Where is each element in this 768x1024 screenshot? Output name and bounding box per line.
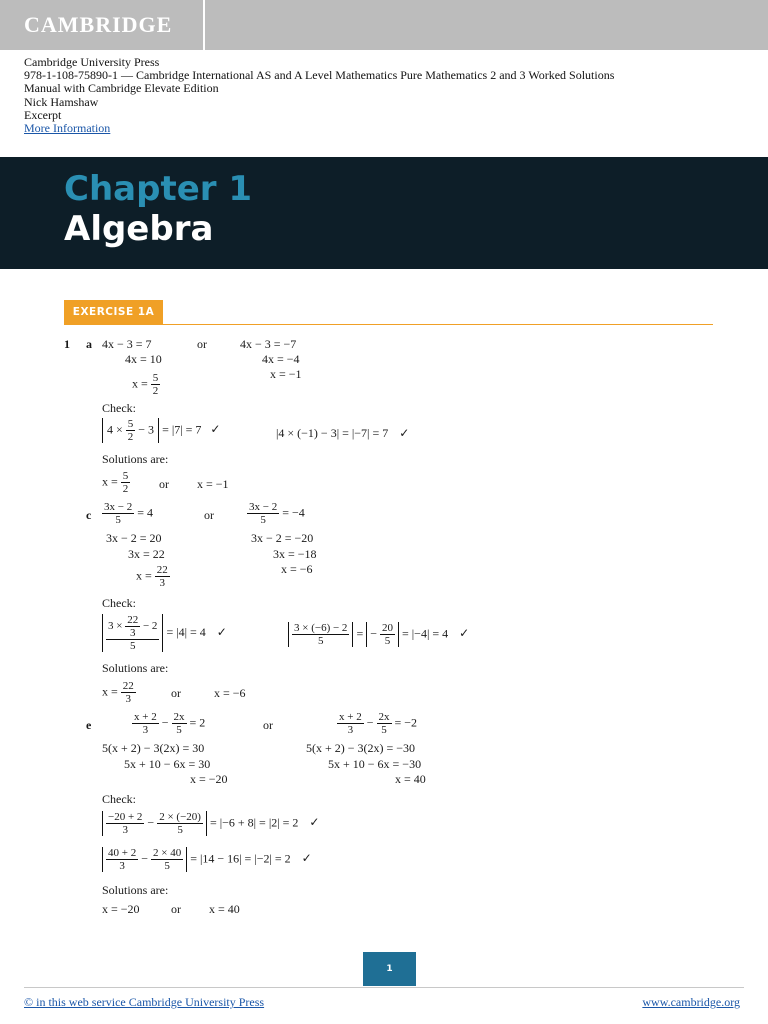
eq-e-r3: 5x + 10 − 6x = −30	[328, 757, 422, 771]
part-label-c: c	[86, 508, 92, 522]
header-divider	[203, 0, 205, 50]
book-metadata	[24, 56, 614, 135]
eq-c-r3: 3x = −18	[273, 547, 317, 561]
check-icon: ✓	[210, 422, 221, 437]
part-label-e: e	[86, 718, 92, 732]
eq-e-r4: x = 40	[395, 772, 426, 786]
eq-a-l3: x = $\frac{5}{2}$	[132, 372, 159, 397]
isbn-title: 978-1-108-75890-1 — Cambridge International AS and A Level Mathematics Pure Mathematics 2 and 3 Worked Solutions	[24, 68, 615, 83]
eq-a-l1: 4x − 3 = 7	[102, 337, 152, 351]
footer-rule	[24, 987, 744, 988]
eq-c-l1: $\frac{3x - 2}{5}$ = 4	[104, 501, 153, 526]
solution-a-2: x = −1	[197, 477, 229, 491]
exercise-rule	[64, 324, 713, 325]
solution-e-2: x = 40	[209, 902, 240, 916]
edition: Manual with Cambridge Elevate Edition	[24, 81, 219, 96]
check-icon: ✓	[309, 815, 320, 830]
check-e-2: $\frac{40 + 2}{3}$ − $\frac{2 \times 40}{5}$ = |14 − 16| = |−2| = 2 ✓	[102, 847, 312, 872]
check-icon: ✓	[216, 624, 227, 639]
check-a-2: |4 × (−1) − 3| = |−7| = 7 ✓	[276, 426, 410, 440]
copyright-link[interactable]: © in this web service Cambridge University Press	[24, 995, 265, 1009]
solutions-label: Solutions are:	[102, 452, 169, 466]
eq-c-l2: 3x − 2 = 20	[106, 531, 162, 545]
question-number: 1	[64, 337, 70, 351]
part-label-a: a	[86, 337, 92, 351]
check-icon: ✓	[399, 426, 410, 440]
solution-c-1: x = $\frac{22}{3}$	[102, 680, 134, 705]
check-a-1: 4 × $\frac{5}{2}$ − 3 = |7| = 7 ✓	[102, 418, 220, 443]
check-icon: ✓	[301, 851, 312, 866]
solutions-label: Solutions are:	[102, 661, 169, 675]
check-c-1: 3 × $\frac{22}{3}$ − 2 5 = |4| = 4 ✓	[102, 614, 227, 652]
solutions-label: Solutions are:	[102, 883, 169, 897]
or-text: or	[159, 477, 169, 491]
cambridge-logo: CAMBRIDGE	[24, 12, 173, 37]
chapter-banner	[0, 157, 768, 269]
exercise-tab: EXERCISE 1A	[64, 300, 163, 324]
eq-e-l2: 5(x + 2) − 3(2x) = 30	[102, 741, 205, 755]
header-bar	[0, 0, 768, 50]
eq-c-r1: $\frac{3x - 2}{5}$ = −4	[249, 501, 305, 526]
or-text: or	[204, 508, 214, 522]
chapter-number: Chapter 1	[64, 169, 253, 209]
or-text: or	[263, 718, 273, 732]
check-label: Check:	[102, 792, 136, 806]
eq-a-r3: x = −1	[270, 367, 302, 381]
check-icon: ✓	[459, 626, 470, 641]
eq-a-l2: 4x = 10	[125, 352, 162, 366]
chapter-title: Algebra	[64, 209, 214, 249]
publisher: Cambridge University Press	[24, 55, 160, 69]
eq-e-l3: 5x + 10 − 6x = 30	[124, 757, 211, 771]
eq-e-l4: x = −20	[190, 772, 228, 786]
eq-a-r1: 4x − 3 = −7	[240, 337, 297, 351]
solution-c-2: x = −6	[214, 686, 246, 700]
eq-e-r2: 5(x + 2) − 3(2x) = −30	[306, 741, 416, 755]
check-label: Check:	[102, 596, 136, 610]
solution-e-1: x = −20	[102, 902, 140, 916]
eq-c-r2: 3x − 2 = −20	[251, 531, 314, 545]
eq-c-l4: x = $\frac{22}{3}$	[136, 564, 168, 589]
more-information-link[interactable]: More Information	[24, 121, 111, 136]
eq-e-l1: $\frac{x + 2}{3}$ − $\frac{2x}{5}$ = 2	[134, 711, 206, 736]
check-label: Check:	[102, 401, 136, 415]
or-text: or	[171, 902, 181, 916]
author: Nick Hamshaw	[24, 94, 99, 109]
eq-a-r2: 4x = −4	[262, 352, 300, 366]
or-text: or	[171, 686, 181, 700]
eq-c-r4: x = −6	[281, 562, 313, 576]
check-e-1: $\frac{-20 + 2}{3}$ − $\frac{2 \times (-20)}{5}$ = |−6 + 8| = |2| = 2 ✓	[102, 811, 319, 836]
check-c-2: $\frac{3 \times (-6) - 2}{5}$ = − $\frac{20}{5}$ = |−4| = 4 ✓	[288, 622, 469, 647]
or-text: or	[197, 337, 207, 351]
eq-c-l3: 3x = 22	[128, 547, 165, 561]
eq-e-r1: $\frac{x + 2}{3}$ − $\frac{2x}{5}$ = −2	[339, 711, 418, 736]
website-link[interactable]: www.cambridge.org	[642, 995, 740, 1009]
page-number: 1	[363, 952, 416, 986]
excerpt-label: Excerpt	[24, 107, 62, 122]
solution-a-1: x = $\frac{5}{2}$	[102, 470, 129, 495]
